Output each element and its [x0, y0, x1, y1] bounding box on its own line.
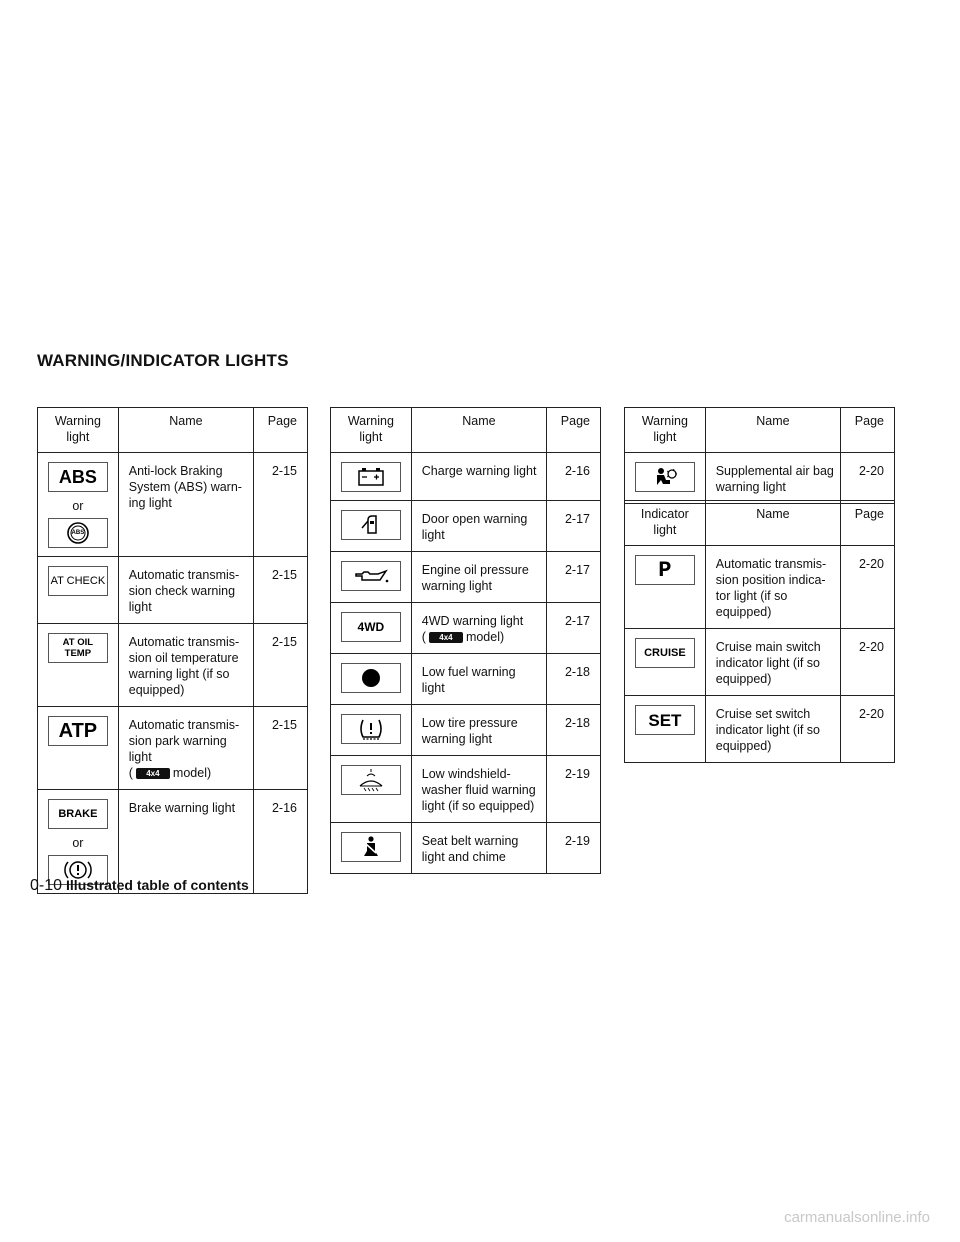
name-header: Name — [705, 501, 840, 546]
row-name: Low tire pressure warning light — [411, 705, 546, 756]
washer-fluid-icon — [341, 765, 401, 795]
row-name: Cruise main switch indicator light (if so equipped) — [705, 629, 840, 696]
table-row — [331, 654, 601, 705]
tire-pressure-icon — [341, 714, 401, 744]
row-page: 2-15 — [254, 624, 308, 707]
row-page: 2-20 — [841, 546, 895, 629]
row-page: 2-18 — [547, 654, 601, 705]
indicator-light-header: Indicator light — [625, 501, 706, 546]
warning-light-header: Warning light — [38, 408, 119, 453]
warning-lights-table-3 — [624, 407, 895, 504]
abs-circle-icon: ABS — [48, 518, 108, 548]
row-name: Charge warning light — [411, 453, 546, 501]
row-name: Automatic transmis- sion position indica- tor light (if so equipped) — [705, 546, 840, 629]
table-row — [331, 756, 601, 823]
table-row — [331, 705, 601, 756]
row-name: Door open warning light — [411, 501, 546, 552]
park-position-icon: P — [635, 555, 695, 585]
table-header — [625, 408, 895, 453]
row-page: 2-17 — [547, 501, 601, 552]
page-number: 0-10 — [30, 877, 63, 894]
row-name: Low windshield- washer fluid warning light (if so equipped) — [411, 756, 546, 823]
atp-icon: ATP — [48, 716, 108, 746]
cruise-icon: CRUISE — [635, 638, 695, 668]
row-name: Automatic transmis- sion oil temperature warning light (if so equipped) — [118, 624, 253, 707]
4x4-model-badge: 4x4 — [429, 632, 463, 643]
row-name: Brake warning light — [118, 790, 253, 894]
page-header: Page — [254, 408, 308, 453]
battery-icon — [341, 462, 401, 492]
table-row — [625, 696, 895, 763]
table-row — [38, 707, 308, 790]
row-page: 2-20 — [841, 453, 895, 504]
row-page: 2-15 — [254, 557, 308, 624]
4wd-icon: 4WD — [341, 612, 401, 642]
row-page: 2-15 — [254, 707, 308, 790]
row-page: 2-17 — [547, 552, 601, 603]
table-row — [38, 557, 308, 624]
warning-lights-table-1 — [37, 407, 308, 894]
at-oil-temp-icon: AT OIL TEMP — [48, 633, 108, 663]
or-label: or — [72, 499, 84, 513]
table-row — [625, 629, 895, 696]
name-header: Name — [118, 408, 253, 453]
row-page: 2-19 — [547, 823, 601, 874]
indicator-lights-table — [624, 500, 895, 763]
row-page: 2-16 — [254, 790, 308, 894]
table-row — [331, 501, 601, 552]
page-header: Page — [841, 408, 895, 453]
table-row — [38, 453, 308, 557]
oil-can-icon — [341, 561, 401, 591]
table-row — [331, 453, 601, 501]
or-label: or — [72, 836, 84, 850]
brake-icon: BRAKE — [48, 799, 108, 829]
footer-title: Illustrated table of contents — [66, 877, 249, 893]
table-row — [331, 603, 601, 654]
table-row — [625, 453, 895, 504]
4x4-model-badge: 4x4 — [136, 768, 170, 779]
row-name: Automatic transmis- sion park warning light ( 4x4 model) — [118, 707, 253, 790]
seat-belt-icon — [341, 832, 401, 862]
table-header — [38, 408, 308, 453]
row-name: Low fuel warning light — [411, 654, 546, 705]
table-row — [625, 546, 895, 629]
section-title: WARNING/INDICATOR LIGHTS — [37, 351, 289, 370]
row-page: 2-20 — [841, 629, 895, 696]
watermark: carmanualsonline.info — [784, 1209, 930, 1226]
row-page: 2-16 — [547, 453, 601, 501]
name-header: Name — [705, 408, 840, 453]
table-header — [625, 501, 895, 546]
warning-lights-table-2 — [330, 407, 601, 874]
name-header: Name — [411, 408, 546, 453]
table-row — [331, 823, 601, 874]
door-open-icon — [341, 510, 401, 540]
airbag-icon — [635, 462, 695, 492]
table-header — [331, 408, 601, 453]
row-name: Seat belt warning light and chime — [411, 823, 546, 874]
row-name: Engine oil pressure warning light — [411, 552, 546, 603]
page-header: Page — [841, 501, 895, 546]
warning-light-header: Warning light — [625, 408, 706, 453]
set-icon: SET — [635, 705, 695, 735]
row-page: 2-20 — [841, 696, 895, 763]
row-name: Anti-lock Braking System (ABS) warn- ing light — [118, 453, 253, 557]
row-name: Supplemental air bag warning light — [705, 453, 840, 504]
low-fuel-icon — [341, 663, 401, 693]
row-name: Cruise set switch indicator light (if so equipped) — [705, 696, 840, 763]
row-page: 2-15 — [254, 453, 308, 557]
at-check-icon: AT CHECK — [48, 566, 108, 596]
row-name: 4WD warning light ( 4x4 model) — [411, 603, 546, 654]
table-row — [331, 552, 601, 603]
row-page: 2-19 — [547, 756, 601, 823]
warning-light-header: Warning light — [331, 408, 412, 453]
row-page: 2-17 — [547, 603, 601, 654]
page-header: Page — [547, 408, 601, 453]
page-footer — [30, 877, 249, 895]
row-page: 2-18 — [547, 705, 601, 756]
table-row — [38, 624, 308, 707]
abs-icon: ABS — [48, 462, 108, 492]
row-name: Automatic transmis- sion check warning light — [118, 557, 253, 624]
